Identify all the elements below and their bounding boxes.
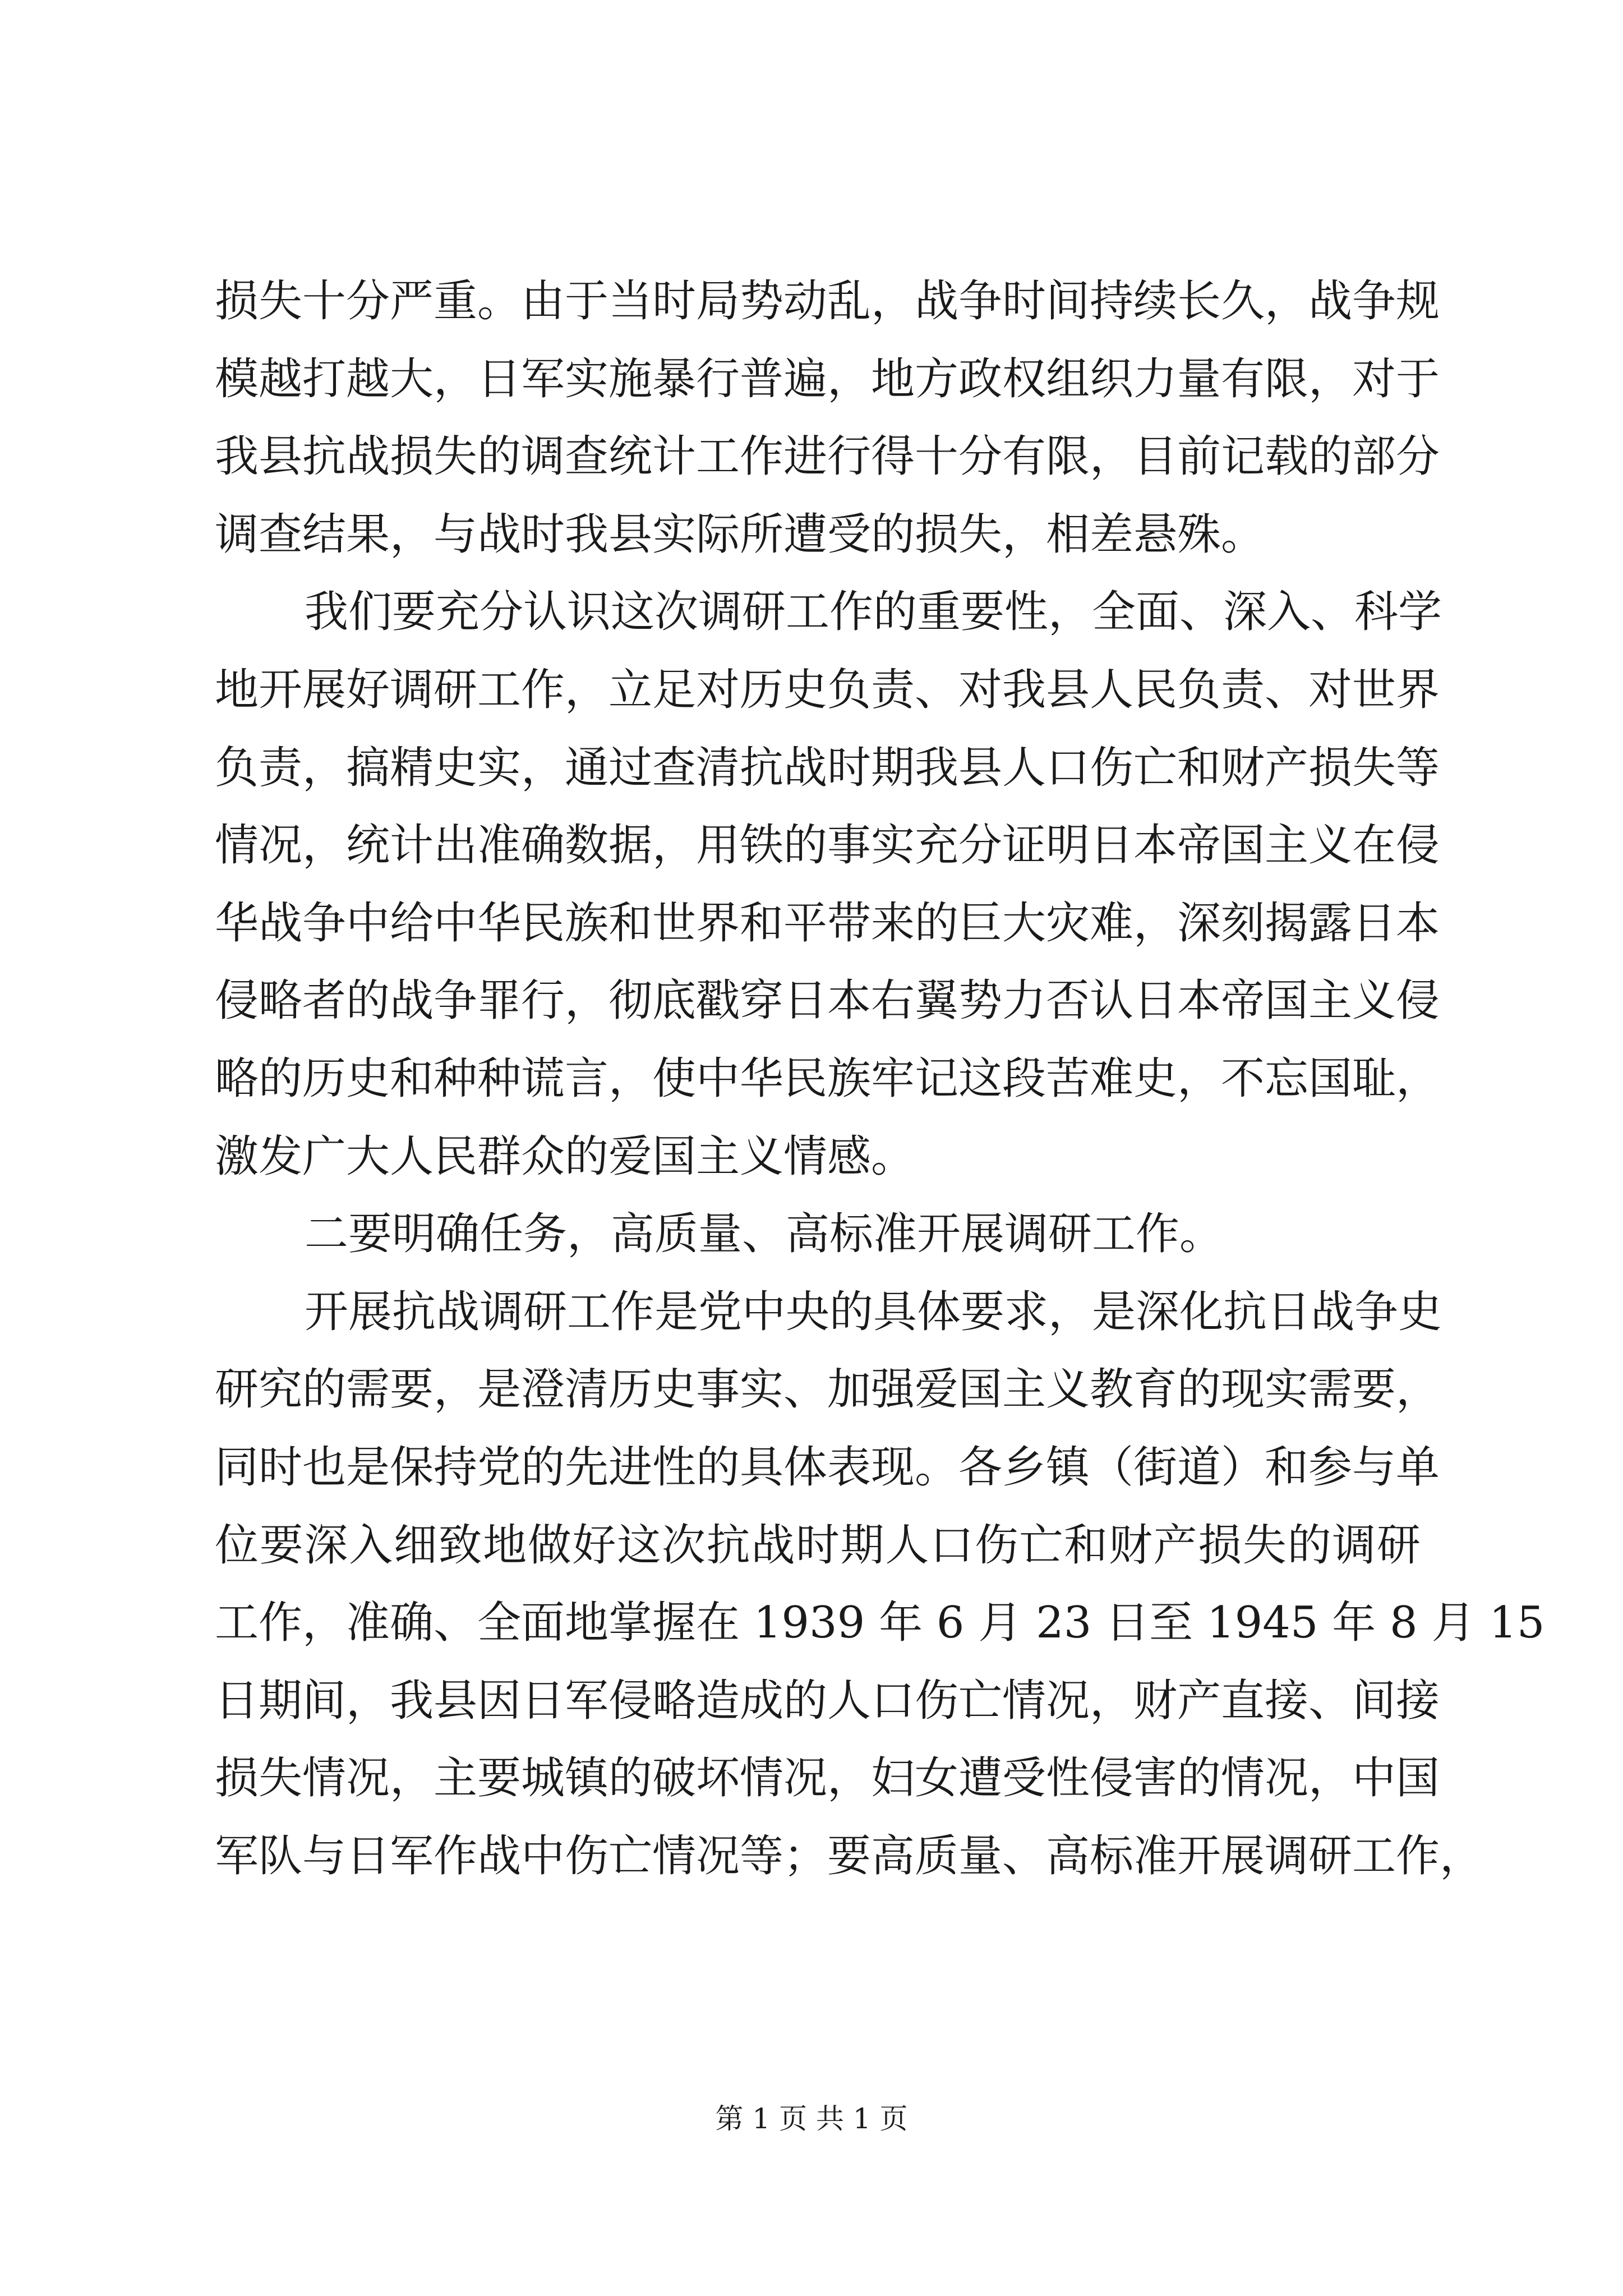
text-line: 地开展好调研工作，立足对历史负责、对我县人民负责、对世界	[215, 664, 1440, 715]
page-footer	[0, 2099, 1623, 2138]
text-line: 侵略者的战争罪行，彻底戳穿日本右翼势力否认日本帝国主义侵	[215, 976, 1440, 1027]
text-line: 位要深入细致地做好这次抗战时期人口伤亡和财产损失的调研	[215, 1520, 1421, 1571]
text-line: 我们要充分认识这次调研工作的重要性，全面、深入、科学	[305, 587, 1442, 638]
text-line: 损失十分严重。由于当时局势动乱，战争时间持续长久，战争规	[215, 276, 1440, 326]
text-line: 损失情况，主要城镇的破坏情况，妇女遭受性侵害的情况，中国	[215, 1753, 1440, 1804]
text-line: 华战争中给中华民族和世界和平带来的巨大灾难，深刻揭露日本	[215, 898, 1440, 949]
text-line: 模越打越大，日军实施暴行普遍，地方政权组织力量有限，对于	[215, 353, 1440, 404]
text-line: 负责，搞精史实，通过查清抗战时期我县人口伤亡和财产损失等	[215, 742, 1440, 793]
text-line: 情况，统计出准确数据，用铁的事实充分证明日本帝国主义在侵	[215, 820, 1440, 871]
text-line: 工作，准确、全面地掌握在 1939 年 6 月 23 日至 1945 年 8 月 15	[215, 1598, 1545, 1649]
text-line: 略的历史和种种谎言，使中华民族牢记这段苦难史，不忘国耻，	[215, 1053, 1440, 1104]
text-line: 激发广大人民群众的爱国主义情感。	[215, 1131, 915, 1182]
text-line: 开展抗战调研工作是党中央的具体要求，是深化抗日战争史	[305, 1286, 1442, 1337]
text-line: 研究的需要，是澄清历史事实、加强爱国主义教育的现实需要，	[215, 1364, 1440, 1415]
section-heading: 二要明确任务，高质量、高标准开展调研工作。	[305, 1209, 1224, 1260]
body-text	[215, 263, 1545, 1895]
text-line: 军队与日军作战中伤亡情况等；要高质量、高标准开展调研工作，	[215, 1830, 1484, 1881]
page-number-label: 第 1 页 共 1 页	[715, 2102, 908, 2135]
text-line: 调查结果，与战时我县实际所遭受的损失，相差悬殊。	[215, 509, 1265, 560]
text-line: 同时也是保持党的先进性的具体表现。各乡镇（街道）和参与单	[215, 1442, 1440, 1493]
text-line: 我县抗战损失的调查统计工作进行得十分有限，目前记载的部分	[215, 431, 1440, 482]
text-line: 日期间，我县因日军侵略造成的人口伤亡情况，财产直接、间接	[215, 1675, 1440, 1726]
